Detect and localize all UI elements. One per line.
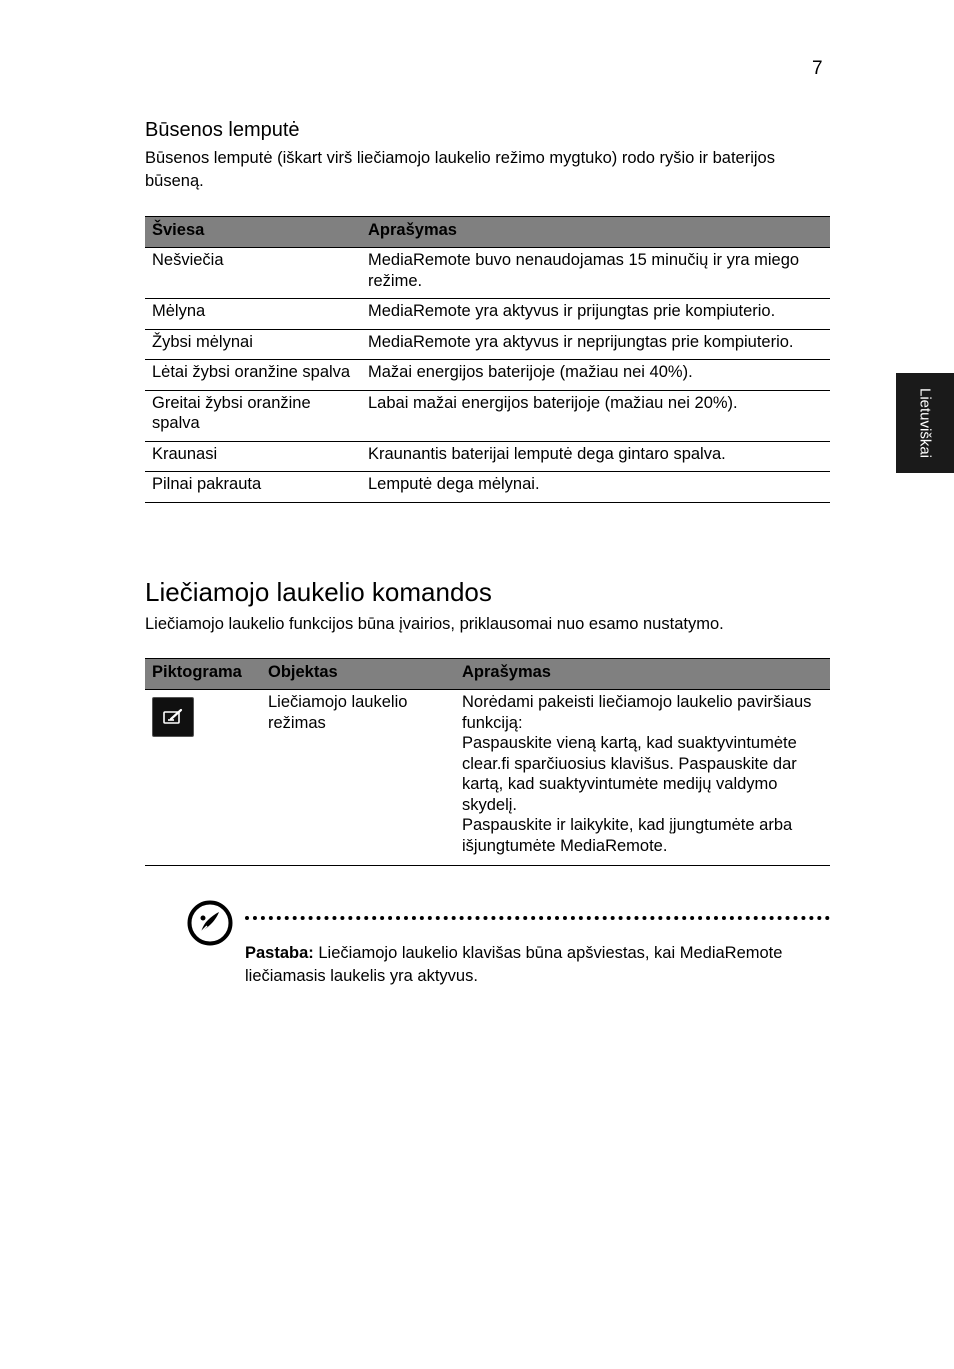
icon-cell xyxy=(145,690,261,866)
description-line: Paspauskite vieną kartą, kad suaktyvintumėte clear.fi sparčiuosius klavišus. Paspauskite dar kartą, kad suaktyvintumėte medijų valdymo skydelį. xyxy=(462,734,797,814)
touchpad-mode-icon xyxy=(152,697,194,737)
column-header-description: Aprašymas xyxy=(361,217,830,248)
light-cell: Nešviečia xyxy=(145,248,361,299)
table-row xyxy=(145,329,830,360)
table-row xyxy=(145,299,830,330)
status-intro: Būsenos lemputė (iškart virš liečiamojo laukelio režimo mygtuko) rodo ryšio ir baterijos būseną. xyxy=(145,149,775,190)
light-cell: Žybsi mėlynai xyxy=(145,329,361,360)
description-cell: Mažai energijos baterijoje (mažiau nei 40%). xyxy=(361,360,830,391)
note-label: Pastaba: xyxy=(245,944,314,962)
light-cell: Pilnai pakrauta xyxy=(145,472,361,503)
column-header-object: Objektas xyxy=(261,659,455,690)
table-row xyxy=(145,690,830,866)
page-number: 7 xyxy=(812,58,823,79)
touch-intro: Liečiamojo laukelio funkcijos būna įvairios, priklausomai nuo esamo nustatymo. xyxy=(145,615,724,633)
status-heading: Būsenos lemputė xyxy=(145,119,300,141)
language-side-tab xyxy=(896,373,954,473)
column-header-light: Šviesa xyxy=(145,217,361,248)
table-row xyxy=(145,441,830,472)
description-cell: Labai mažai energijos baterijoje (mažiau nei 20%). xyxy=(361,390,830,441)
table-row xyxy=(145,248,830,299)
note-divider xyxy=(245,916,830,920)
note-icon xyxy=(186,899,234,952)
table-row xyxy=(145,390,830,441)
description-cell: Kraunantis baterijai lemputė dega gintaro spalva. xyxy=(361,441,830,472)
table-header-row xyxy=(145,659,830,690)
note-body: Liečiamojo laukelio klavišas būna apšviestas, kai MediaRemote liečiamasis laukelis yra aktyvus. xyxy=(245,944,783,985)
description-cell: MediaRemote yra aktyvus ir neprijungtas prie kompiuterio. xyxy=(361,329,830,360)
light-cell: Kraunasi xyxy=(145,441,361,472)
language-side-tab-label: Lietuviškai xyxy=(916,387,934,459)
light-cell: Lėtai žybsi oranžine spalva xyxy=(145,360,361,391)
column-header-description: Aprašymas xyxy=(455,659,830,690)
light-cell: Mėlyna xyxy=(145,299,361,330)
table-row xyxy=(145,472,830,503)
table-header-row xyxy=(145,217,830,248)
description-cell: MediaRemote yra aktyvus ir prijungtas prie kompiuterio. xyxy=(361,299,830,330)
description-cell: Lemputė dega mėlynai. xyxy=(361,472,830,503)
table-row xyxy=(145,360,830,391)
touchpad-command-table xyxy=(145,658,830,866)
description-cell: MediaRemote buvo nenaudojamas 15 minučių ir yra miego režime. xyxy=(361,248,830,299)
note-text xyxy=(245,942,805,988)
description-cell xyxy=(455,690,830,866)
object-cell: Liečiamojo laukelio režimas xyxy=(261,690,455,866)
status-light-table xyxy=(145,216,830,503)
column-header-icon: Piktograma xyxy=(145,659,261,690)
description-line: Norėdami pakeisti liečiamojo laukelio paviršiaus funkciją: xyxy=(462,693,812,732)
touch-heading: Liečiamojo laukelio komandos xyxy=(145,577,492,607)
description-line: Paspauskite ir laikykite, kad įjungtumėte arba išjungtumėte MediaRemote. xyxy=(462,816,793,855)
light-cell: Greitai žybsi oranžine spalva xyxy=(145,390,361,441)
